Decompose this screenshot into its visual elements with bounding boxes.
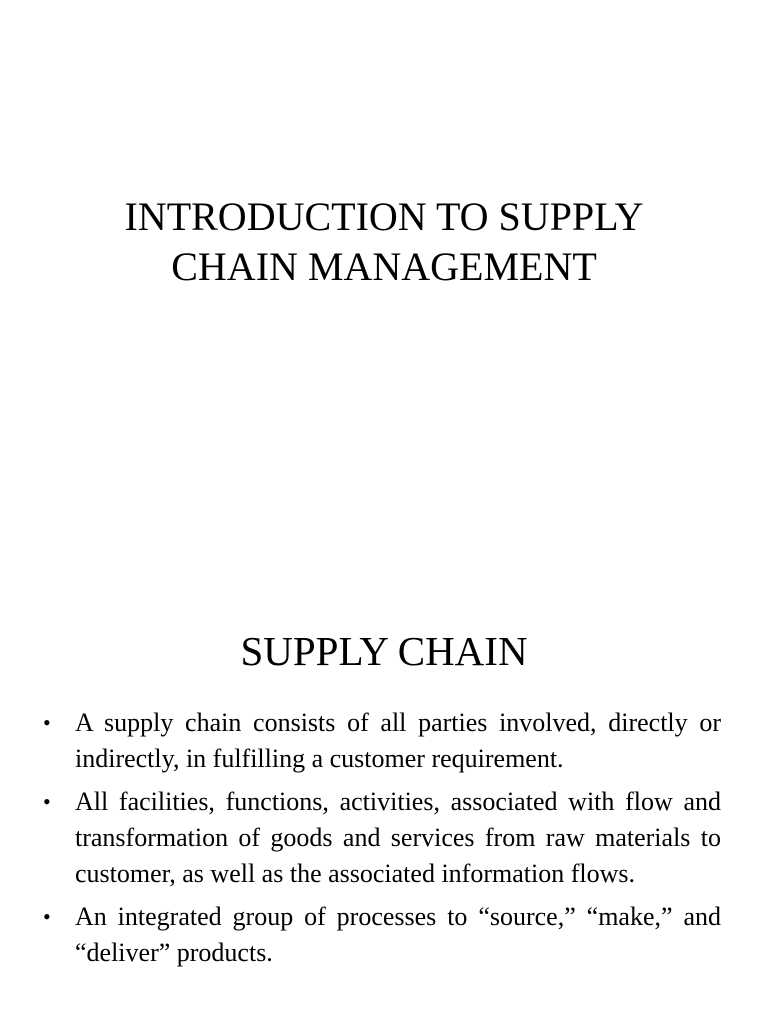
bullet-text: A supply chain consists of all parties involved, directly or indirectly, in fulfilling a customer requirement.	[75, 708, 721, 773]
bullet-icon: •	[43, 710, 51, 735]
content-slide	[0, 576, 768, 1024]
title-line-1: INTRODUCTION TO SUPPLY	[124, 194, 644, 239]
bullet-item	[0, 899, 768, 971]
bullet-text: An integrated group of processes to “source,” “make,” and “deliver” products.	[75, 902, 721, 967]
bullet-icon: •	[43, 789, 51, 814]
bullet-icon: •	[43, 904, 51, 929]
bullet-item	[0, 705, 768, 777]
slide-heading: SUPPLY CHAIN	[240, 628, 528, 674]
bullet-item	[0, 784, 768, 892]
slide-title	[0, 192, 768, 292]
title-line-2: CHAIN MANAGEMENT	[171, 244, 597, 289]
bullet-list	[0, 705, 768, 978]
bullet-text: All facilities, functions, activities, associated with flow and transformation of goods and services from raw materials to customer, as well as the associated information flows.	[75, 787, 721, 888]
